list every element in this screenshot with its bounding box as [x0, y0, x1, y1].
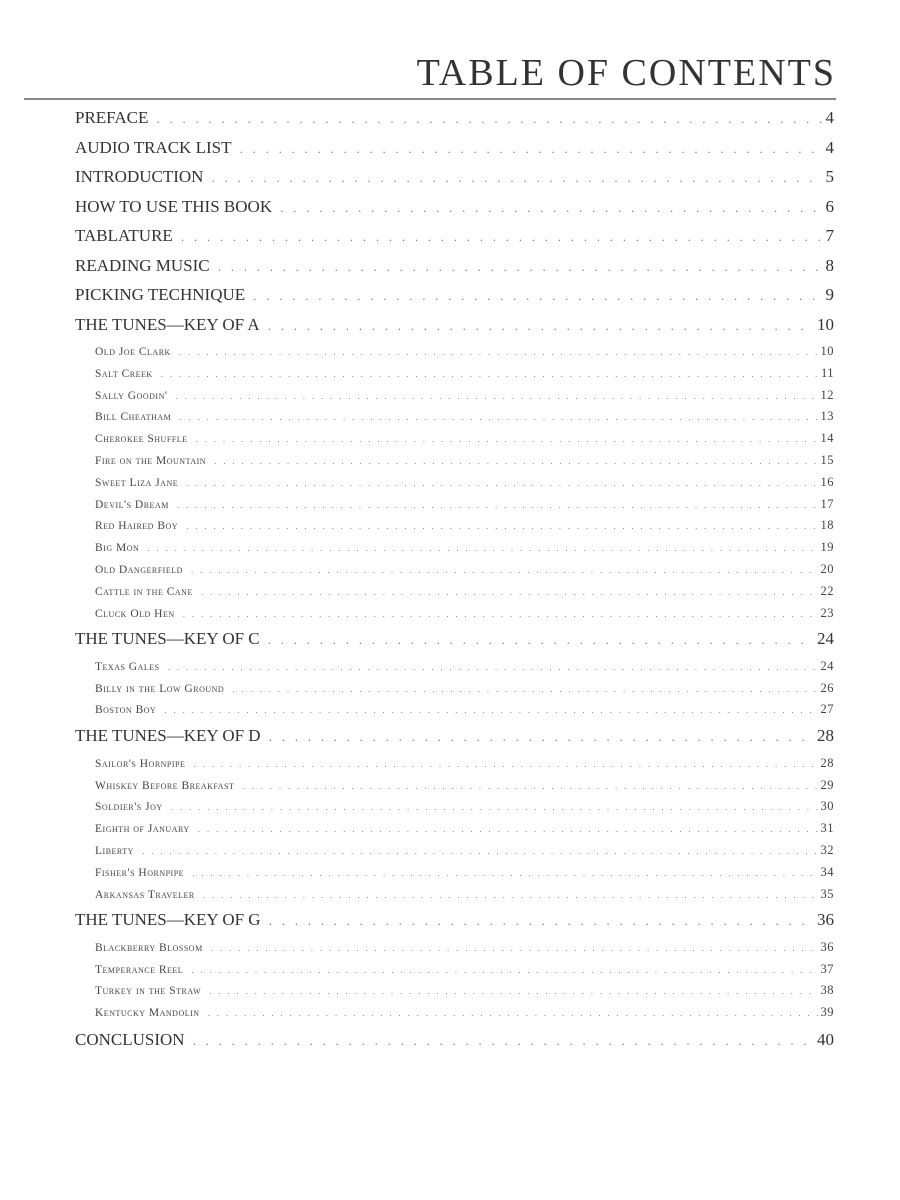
dot-leader [193, 760, 817, 769]
toc-section-label: THE TUNES—KEY OF G [75, 910, 261, 930]
toc-tune-entry[interactable] [75, 799, 834, 821]
toc-section-page: 10 [817, 314, 834, 334]
toc-entry-label: INTRODUCTION [75, 167, 204, 186]
toc-tune-label: Fisher's Hornpipe [95, 866, 185, 879]
toc-entry-audio-track-list[interactable] [75, 138, 834, 168]
dot-leader [179, 413, 817, 422]
dot-leader [161, 370, 818, 379]
toc-entry-picking-technique[interactable] [75, 285, 834, 315]
dot-leader [239, 143, 822, 156]
toc-entry-label: HOW TO USE THIS BOOK [75, 196, 273, 216]
dot-leader [253, 290, 822, 303]
toc-tune-entry[interactable] [75, 962, 834, 984]
toc-tune-page: 37 [820, 961, 834, 976]
dot-leader [218, 261, 823, 274]
toc-tune-entry[interactable] [75, 475, 834, 497]
toc-entry-page: 6 [825, 196, 834, 216]
toc-tune-page: 11 [820, 365, 834, 380]
dot-leader [181, 231, 823, 244]
toc-section-key-of-a[interactable] [75, 315, 834, 345]
toc-tune-label: Salt Creek [95, 367, 153, 380]
dot-leader [191, 566, 818, 575]
toc-tune-label: Big Mon [95, 542, 140, 555]
toc-tune-entry[interactable] [75, 388, 834, 410]
toc-tune-label: Turkey in the Straw [95, 985, 202, 998]
dot-leader [164, 706, 817, 715]
toc-tune-label: Blackberry Blossom [95, 941, 203, 954]
toc-tune-label: Old Joe Clark [95, 346, 171, 358]
dot-leader [203, 891, 818, 900]
toc-tune-label: Cattle in the Cane [95, 585, 193, 598]
toc-entry-how-to-use[interactable] [75, 197, 834, 227]
toc-tune-entry[interactable] [75, 865, 834, 887]
toc-tune-label: Liberty [95, 844, 134, 857]
toc-tune-page: 12 [820, 387, 834, 402]
toc-tune-page: 39 [820, 1005, 834, 1020]
toc-tune-entry[interactable] [75, 821, 834, 843]
toc-entry-label: PREFACE [75, 108, 149, 127]
toc-tune-label: Bill Cheatham [95, 411, 172, 424]
toc-entry-page: 4 [825, 137, 834, 157]
toc-tune-page: 30 [820, 799, 834, 814]
toc-section-key-of-c[interactable] [75, 629, 834, 659]
dot-leader [175, 392, 817, 401]
toc-section-page: 28 [817, 726, 834, 746]
toc-tune-page: 13 [820, 409, 834, 424]
toc-entry-tablature[interactable] [75, 226, 834, 256]
toc-entry-page: 8 [825, 255, 834, 275]
toc-entry-page: 5 [825, 167, 834, 186]
toc-entry-label: PICKING TECHNIQUE [75, 285, 246, 304]
toc-tune-entry[interactable] [75, 756, 834, 778]
dot-leader [193, 1035, 814, 1048]
dot-leader [186, 522, 817, 531]
toc-tune-page: 29 [820, 777, 834, 792]
toc-tune-label: Sailor's Hornpipe [95, 757, 186, 770]
toc-tune-label: Eighth of January [95, 823, 190, 836]
toc-tune-entry[interactable] [75, 778, 834, 800]
toc-tune-entry[interactable] [75, 562, 834, 584]
toc-tune-page: 28 [820, 755, 834, 770]
toc-tune-page: 26 [820, 680, 834, 695]
dot-leader [269, 731, 814, 744]
toc-tune-entry[interactable] [75, 453, 834, 475]
toc-tune-page: 10 [820, 344, 834, 358]
dot-leader [171, 803, 818, 812]
toc-tune-entry[interactable] [75, 606, 834, 628]
toc-tune-entry[interactable] [75, 1005, 834, 1027]
dot-leader [179, 348, 818, 357]
toc-entry-page: 9 [825, 285, 834, 304]
toc-tune-label: Kentucky Mandolin [95, 1007, 200, 1020]
toc-tune-page: 27 [820, 702, 834, 717]
dot-leader [186, 479, 817, 488]
dot-leader [242, 782, 817, 791]
toc-tune-entry[interactable] [75, 518, 834, 540]
title-rule [24, 98, 836, 100]
toc-tune-label: Cherokee Shuffle [95, 433, 188, 446]
toc-tune-page: 38 [820, 983, 834, 998]
toc-tune-label: Fire on the Mountain [95, 454, 207, 467]
toc-tune-page: 36 [820, 939, 834, 954]
dot-leader [183, 610, 818, 619]
dot-leader [192, 869, 817, 878]
table-of-contents [75, 108, 834, 1060]
toc-section-page: 24 [817, 629, 834, 649]
toc-entry-introduction[interactable] [75, 167, 834, 197]
toc-tune-page: 23 [820, 605, 834, 620]
toc-tune-page: 31 [820, 821, 834, 836]
page-title: TABLE OF CONTENTS [416, 52, 836, 94]
toc-tune-page: 22 [820, 583, 834, 598]
toc-section-label: THE TUNES—KEY OF C [75, 629, 260, 649]
dot-leader [198, 825, 818, 834]
toc-tune-entry[interactable] [75, 843, 834, 865]
toc-entry-reading-music[interactable] [75, 256, 834, 286]
dot-leader [191, 966, 817, 975]
dot-leader [268, 634, 814, 647]
toc-tune-label: Devil's Dream [95, 498, 169, 511]
toc-section-key-of-g[interactable] [75, 910, 834, 940]
toc-tune-page: 24 [820, 658, 834, 673]
dot-leader [268, 320, 814, 333]
toc-entry-page: 7 [825, 226, 834, 245]
dot-leader [211, 172, 822, 185]
dot-leader [196, 435, 818, 444]
toc-tune-entry[interactable] [75, 940, 834, 962]
toc-tune-page: 35 [820, 886, 834, 901]
toc-entry-page: 4 [825, 108, 834, 127]
toc-tune-entry[interactable] [75, 431, 834, 453]
toc-section-label: THE TUNES—KEY OF A [75, 314, 260, 334]
toc-tune-entry[interactable] [75, 887, 834, 909]
toc-tune-page: 15 [820, 452, 834, 467]
toc-tune-label: Texas Gales [95, 660, 160, 673]
dot-leader [142, 847, 818, 856]
toc-tune-entry[interactable] [75, 497, 834, 519]
toc-tune-entry[interactable] [75, 584, 834, 606]
dot-leader [232, 685, 817, 694]
toc-tune-page: 20 [820, 561, 834, 576]
toc-tune-label: Soldier's Joy [95, 801, 163, 814]
dot-leader [168, 663, 818, 672]
toc-tune-page: 14 [820, 431, 834, 446]
toc-entry-preface[interactable] [75, 108, 834, 138]
dot-leader [208, 1009, 818, 1018]
toc-tune-page: 17 [820, 496, 834, 511]
toc-entry-label: TABLATURE [75, 226, 173, 245]
toc-tune-entry[interactable] [75, 983, 834, 1005]
dot-leader [211, 944, 818, 953]
dot-leader [201, 588, 818, 597]
dot-leader [177, 501, 818, 510]
dot-leader [209, 987, 817, 996]
toc-entry-label: READING MUSIC [75, 255, 210, 275]
toc-section-page: 36 [817, 910, 834, 930]
toc-tune-entry[interactable] [75, 681, 834, 703]
dot-leader [214, 457, 817, 466]
toc-tune-page: 32 [820, 842, 834, 857]
toc-tune-label: Old Dangerfield [95, 563, 183, 576]
toc-tune-label: Sally Goodin' [95, 389, 168, 402]
toc-tune-entry[interactable] [75, 540, 834, 562]
toc-section-label: THE TUNES—KEY OF D [75, 726, 261, 746]
toc-entry-page: 40 [817, 1030, 834, 1050]
dot-leader [269, 915, 814, 928]
toc-tune-label: Temperance Reel [95, 963, 184, 976]
dot-leader [156, 113, 822, 126]
dot-leader [147, 544, 817, 553]
toc-tune-label: Boston Boy [95, 704, 157, 717]
toc-tune-label: Whiskey Before Breakfast [95, 779, 235, 792]
toc-tune-entry[interactable] [75, 659, 834, 681]
toc-tune-label: Cluck Old Hen [95, 607, 175, 620]
toc-tune-entry[interactable] [75, 409, 834, 431]
toc-tune-label: Billy in the Low Ground [95, 682, 225, 695]
toc-tune-entry[interactable] [75, 366, 834, 388]
toc-tune-page: 19 [820, 540, 834, 555]
toc-tune-page: 34 [820, 864, 834, 879]
toc-tune-label: Red Haired Boy [95, 520, 179, 533]
toc-entry-label: AUDIO TRACK LIST [75, 137, 232, 157]
toc-tune-label: Sweet Liza Jane [95, 476, 179, 489]
toc-section-key-of-d[interactable] [75, 726, 834, 756]
toc-entry-conclusion[interactable] [75, 1030, 834, 1060]
toc-tune-entry[interactable] [75, 344, 834, 366]
toc-tune-entry[interactable] [75, 702, 834, 724]
toc-tune-label: Arkansas Traveler [95, 888, 195, 901]
toc-entry-label: CONCLUSION [75, 1030, 185, 1050]
dot-leader [280, 202, 822, 215]
toc-tune-page: 16 [820, 474, 834, 489]
toc-tune-page: 18 [820, 518, 834, 533]
